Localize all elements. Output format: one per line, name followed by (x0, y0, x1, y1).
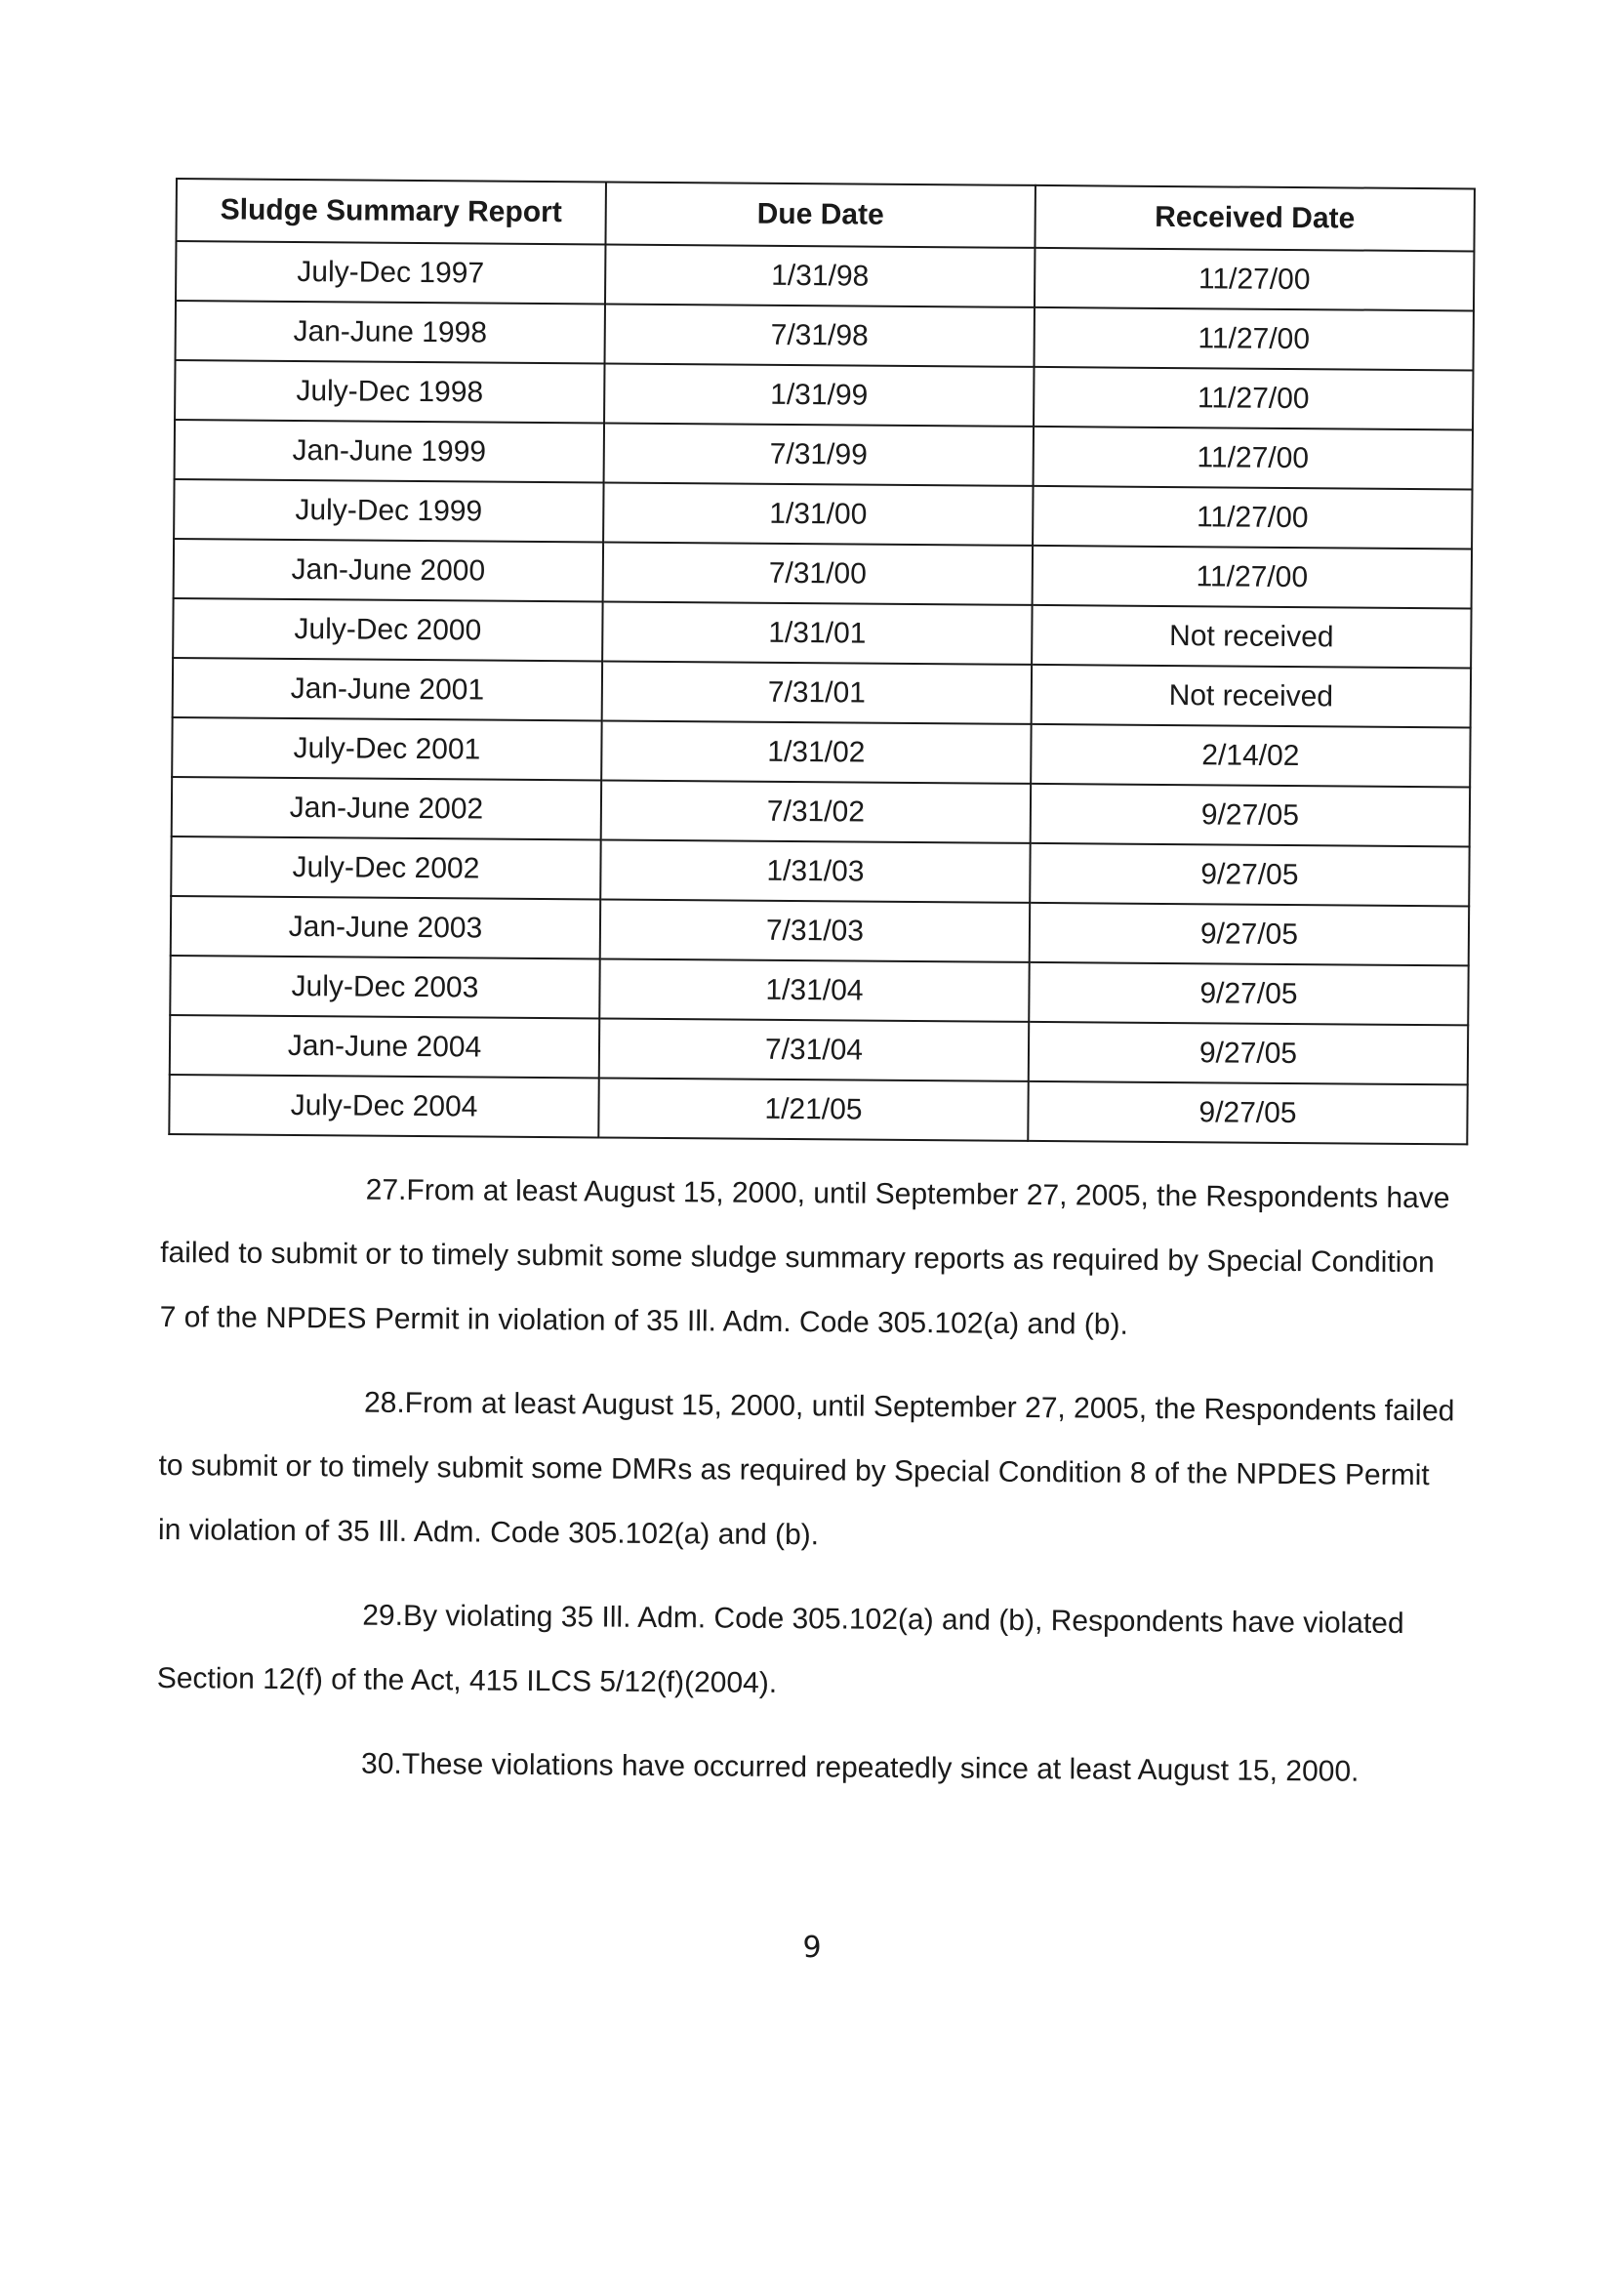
report-period-cell: Jan-June 2001 (173, 658, 602, 720)
column-header-received-date: Received Date (1035, 185, 1474, 252)
page-number: 9 (802, 1931, 822, 1965)
due-date-cell: 1/31/02 (601, 720, 1031, 783)
table-row (174, 479, 1472, 549)
paragraph-text: By violating 35 Ill. Adm. Code 305.102(a) and (b), Respondents have violated Section 12(f) of the Act, 415 ILCS 5/12(f)(2004). (156, 1599, 1404, 1699)
report-period-cell: July-Dec 2003 (170, 956, 599, 1018)
table-row (171, 836, 1469, 906)
table-row (172, 777, 1470, 846)
numbered-paragraph (157, 1582, 1456, 1721)
due-date-cell: 7/31/99 (604, 423, 1034, 485)
table-row (173, 598, 1471, 668)
table-row (175, 420, 1473, 489)
table-row (176, 241, 1474, 310)
numbered-paragraph (156, 1731, 1454, 1805)
report-period-cell: Jan-June 2004 (170, 1015, 599, 1078)
table-row (176, 301, 1474, 370)
due-date-cell: 7/31/03 (600, 899, 1030, 961)
sludge-report-table (168, 178, 1476, 1145)
received-date-cell: 11/27/00 (1033, 546, 1472, 609)
table-row (174, 539, 1472, 608)
received-date-cell: 11/27/00 (1034, 367, 1473, 430)
received-date-cell: 9/27/05 (1029, 1022, 1468, 1085)
table-row (171, 896, 1469, 965)
report-period-cell: July-Dec 1999 (174, 479, 603, 542)
numbered-paragraphs (156, 1157, 1459, 1824)
table-header-row (176, 179, 1474, 251)
report-period-cell: Jan-June 2000 (174, 539, 603, 601)
received-date-cell: 11/27/00 (1035, 248, 1474, 311)
received-date-cell: 9/27/05 (1028, 1081, 1467, 1145)
due-date-cell: 7/31/00 (603, 542, 1033, 604)
received-date-cell: 11/27/00 (1034, 427, 1473, 490)
received-date-cell: 11/27/00 (1035, 307, 1474, 371)
due-date-cell: 1/21/05 (598, 1078, 1028, 1140)
report-period-cell: Jan-June 2002 (172, 777, 601, 839)
table-row (170, 956, 1468, 1025)
due-date-cell: 1/31/04 (599, 958, 1029, 1021)
table-row (173, 658, 1471, 727)
report-period-cell: Jan-June 1999 (175, 420, 604, 482)
received-date-cell: 9/27/05 (1030, 843, 1469, 907)
table-row (169, 1075, 1467, 1144)
report-period-cell: July-Dec 2001 (172, 717, 601, 780)
paragraph-text: From at least August 15, 2000, until September 27, 2005, the Respondents have failed to submit or to timely submit some sludge summary reports as required by Special Condition 7 of the NPDES Permit in violation of 35 Ill. Adm. Code 305.102(a) and (b). (159, 1173, 1450, 1341)
table-row (170, 1015, 1468, 1084)
table-body (169, 241, 1474, 1144)
received-date-cell: 9/27/05 (1030, 903, 1469, 966)
report-period-cell: Jan-June 2003 (171, 896, 600, 958)
received-date-cell: 9/27/05 (1031, 784, 1470, 847)
received-date-cell: 9/27/05 (1029, 962, 1468, 1026)
paragraph-number: 28. (363, 1386, 405, 1419)
received-date-cell: Not received (1032, 665, 1471, 728)
column-header-report: Sludge Summary Report (176, 179, 605, 244)
table-row (172, 717, 1470, 787)
report-period-cell: July-Dec 2002 (171, 836, 600, 899)
paragraph-number: 30. (360, 1747, 402, 1780)
due-date-cell: 7/31/98 (605, 304, 1035, 366)
due-date-cell: 1/31/98 (605, 244, 1035, 306)
due-date-cell: 1/31/99 (604, 363, 1034, 426)
due-date-cell: 1/31/00 (603, 482, 1033, 545)
table-row (175, 360, 1473, 429)
numbered-paragraph (159, 1157, 1459, 1360)
paragraph-text: These violations have occurred repeatedly since at least August 15, 2000. (401, 1747, 1360, 1788)
report-period-cell: July-Dec 2004 (169, 1075, 598, 1137)
due-date-cell: 7/31/04 (599, 1018, 1029, 1080)
due-date-cell: 1/31/01 (602, 601, 1032, 664)
column-header-due-date: Due Date (605, 182, 1035, 247)
paragraph-number: 27. (365, 1173, 407, 1206)
report-period-cell: July-Dec 1997 (176, 241, 605, 304)
due-date-cell: 1/31/03 (600, 839, 1030, 902)
received-date-cell: 2/14/02 (1031, 724, 1470, 788)
paragraph-text: From at least August 15, 2000, until September 27, 2005, the Respondents failed to submit or to timely submit some DMRs as required by Special Condition 8 of the NPDES Permit in violation of 35 Ill. Adm. Code 305.102(a) and (b). (157, 1386, 1455, 1552)
report-period-cell: July-Dec 2000 (173, 598, 602, 661)
numbered-paragraph (158, 1369, 1458, 1572)
paragraph-number: 29. (362, 1599, 404, 1632)
received-date-cell: 11/27/00 (1033, 486, 1472, 550)
due-date-cell: 7/31/01 (602, 661, 1032, 723)
received-date-cell: Not received (1032, 605, 1471, 669)
report-period-cell: July-Dec 1998 (175, 360, 604, 423)
due-date-cell: 7/31/02 (601, 780, 1031, 842)
report-period-cell: Jan-June 1998 (176, 301, 605, 363)
